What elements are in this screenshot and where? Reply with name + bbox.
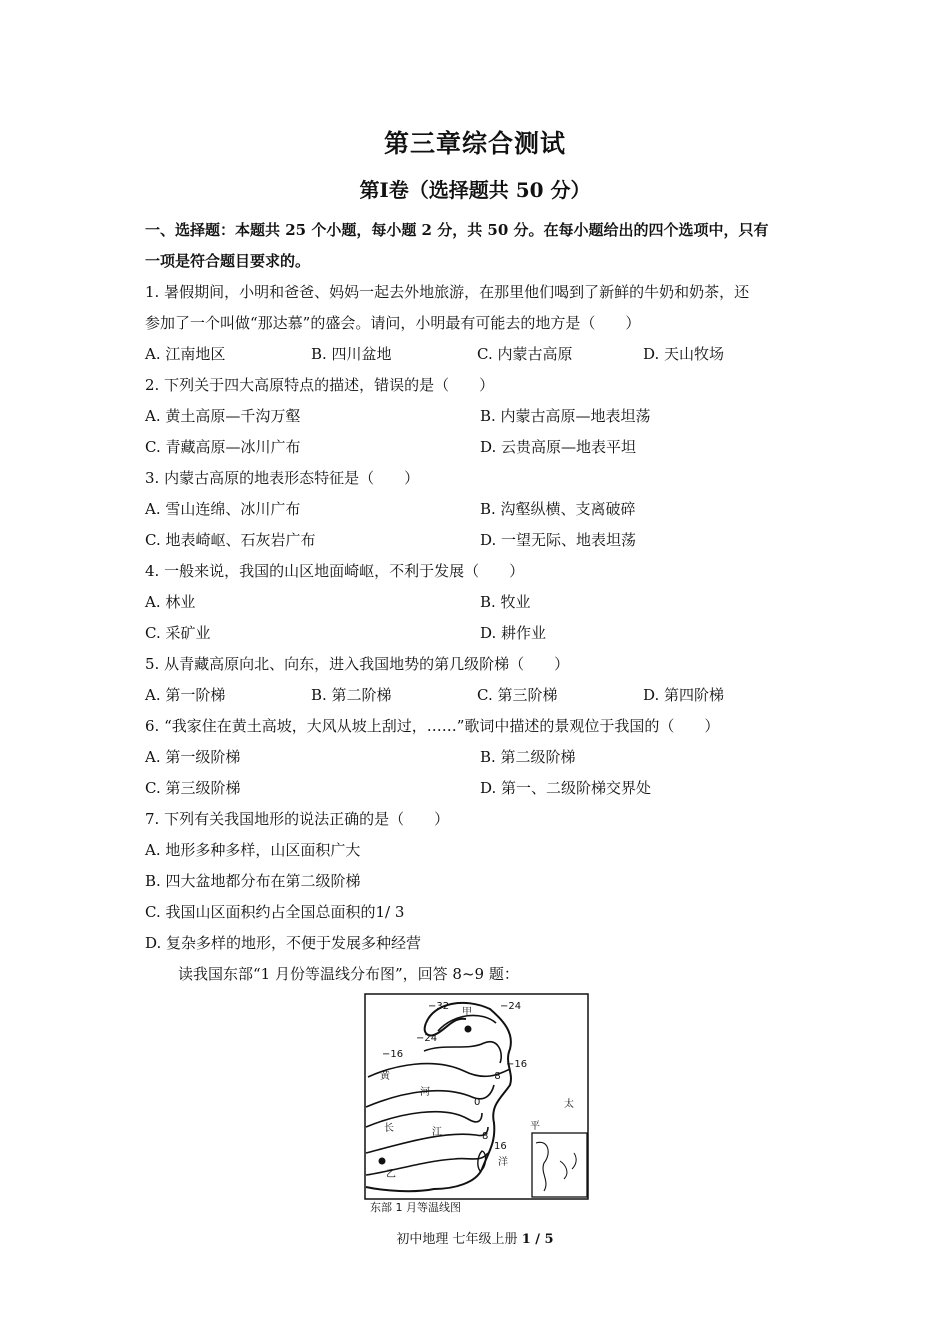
label-river-chang: 长 xyxy=(384,1123,394,1134)
label-isotherm-m24-west: −24 xyxy=(416,1033,438,1044)
option-b: B. 内蒙古高原—地表坦荡 xyxy=(480,407,651,425)
label-isotherm-m16-west: −16 xyxy=(382,1049,404,1060)
option-c: C. 地表崎岖、石灰岩广布 xyxy=(145,531,316,549)
label-ocean-tai: 太 xyxy=(564,1099,574,1110)
option-a: A. 林业 xyxy=(145,593,196,611)
page-number: 1 / 5 xyxy=(521,1232,554,1247)
question-4-options-row1 xyxy=(145,587,815,618)
option-d: D. 第一、二级阶梯交界处 xyxy=(480,779,652,797)
option-c: C. 青藏高原—冰川广布 xyxy=(145,438,301,456)
option-a: A. 黄土高原—千沟万壑 xyxy=(145,407,301,425)
option-d: D. 复杂多样的地形，不便于发展多种经营 xyxy=(145,934,422,952)
label-point-yi: 乙 xyxy=(386,1169,396,1180)
question-4-options-row2 xyxy=(145,618,815,649)
option-c: C. 第三阶梯 xyxy=(477,686,558,704)
question-2-options-row2 xyxy=(145,432,815,463)
question-6-options-row2 xyxy=(145,773,815,804)
question-2-stem: 2. 下列关于四大高原特点的描述，错误的是（ ） xyxy=(145,376,495,394)
option-b: B. 沟壑纵横、支离破碎 xyxy=(480,500,636,518)
isotherm-map xyxy=(364,993,590,1213)
question-4-stem: 4. 一般来说，我国的山区地面崎岖，不利于发展（ ） xyxy=(145,562,525,580)
option-c: C. 我国山区面积约占全国总面积的1/ 3 xyxy=(145,903,405,921)
question-2-options-row1 xyxy=(145,401,815,432)
option-c: C. 采矿业 xyxy=(145,624,211,642)
option-b: B. 四大盆地都分布在第二级阶梯 xyxy=(145,872,361,890)
label-isotherm-0: 0 xyxy=(474,1097,481,1108)
label-river-jiang: 江 xyxy=(432,1127,442,1138)
question-3-options-row2 xyxy=(145,525,815,556)
label-isotherm-m16-east: −16 xyxy=(506,1059,528,1070)
question-content xyxy=(145,215,815,990)
question-3-options-row1 xyxy=(145,494,815,525)
page-footer xyxy=(0,1228,950,1247)
isotherm-map-figure xyxy=(364,993,590,1213)
point-jia-marker xyxy=(465,1026,472,1033)
option-b: B. 第二阶梯 xyxy=(311,686,392,704)
option-d: D. 一望无际、地表坦荡 xyxy=(480,531,637,549)
option-a: A. 第一阶梯 xyxy=(145,686,226,704)
question-5-stem: 5. 从青藏高原向北、向东，进入我国地势的第几级阶梯（ ） xyxy=(145,655,570,673)
question-5-options xyxy=(145,680,815,711)
option-d: D. 云贵高原—地表平坦 xyxy=(480,438,637,456)
section-header: 一、选择题：本题共 25 个小题，每小题 2 分，共 50 分。在每小题给出的四个选项中，只有 xyxy=(145,221,769,239)
footer-text: 初中地理 七年级上册 xyxy=(396,1232,522,1247)
option-a: A. 第一级阶梯 xyxy=(145,748,241,766)
question-1-options xyxy=(145,339,815,370)
label-river-huang: 黄 xyxy=(380,1071,390,1082)
label-isotherm-8: 8 xyxy=(482,1131,489,1142)
map-caption: 东部 1 月等温线图 xyxy=(370,1201,461,1213)
label-isotherm-m8: −8 xyxy=(486,1071,501,1082)
question-3-stem: 3. 内蒙古高原的地表形态特征是（ ） xyxy=(145,469,420,487)
option-b: B. 四川盆地 xyxy=(311,345,392,363)
label-river-he: 河 xyxy=(420,1087,430,1098)
option-d: D. 第四阶梯 xyxy=(643,686,725,704)
question-6-options-row1 xyxy=(145,742,815,773)
option-b: B. 第二级阶梯 xyxy=(480,748,576,766)
label-ocean-yang: 洋 xyxy=(498,1157,508,1168)
section-header-cont: 一项是符合题目要求的。 xyxy=(145,252,311,270)
question-6-stem: 6. “我家住在黄土高坡，大风从坡上刮过，……”歌词中描述的景观位于我国的（ ） xyxy=(145,717,720,735)
page-title: 第三章综合测试 xyxy=(383,129,566,158)
label-point-jia: 甲 xyxy=(462,1007,472,1018)
option-d: D. 耕作业 xyxy=(480,624,547,642)
label-isotherm-m24-north: −24 xyxy=(500,1001,522,1012)
option-a: A. 雪山连绵、冰川广布 xyxy=(145,500,301,518)
option-b: B. 牧业 xyxy=(480,593,531,611)
reading-prompt: 读我国东部“1 月份等温线分布图”，回答 8~9 题： xyxy=(178,965,519,983)
option-a: A. 地形多种多样，山区面积广大 xyxy=(145,841,361,859)
question-1-stem-cont: 参加了一个叫做“那达慕”的盛会。请问，小明最有可能去的地方是（ ） xyxy=(145,314,641,332)
label-ocean-ping: 平 xyxy=(530,1121,540,1132)
option-c: C. 第三级阶梯 xyxy=(145,779,241,797)
label-isotherm-m32: −32 xyxy=(428,1001,450,1012)
label-isotherm-16: 16 xyxy=(494,1141,507,1152)
page-subtitle: 第Ⅰ卷（选择题共 50 分） xyxy=(359,178,591,202)
point-yi-marker xyxy=(379,1158,386,1165)
option-a: A. 江南地区 xyxy=(145,345,226,363)
question-7-stem: 7. 下列有关我国地形的说法正确的是（ ） xyxy=(145,810,450,828)
option-c: C. 内蒙古高原 xyxy=(477,345,573,363)
question-1-stem: 1. 暑假期间，小明和爸爸、妈妈一起去外地旅游，在那里他们喝到了新鲜的牛奶和奶茶，还 xyxy=(145,283,750,301)
option-d: D. 天山牧场 xyxy=(643,345,725,363)
